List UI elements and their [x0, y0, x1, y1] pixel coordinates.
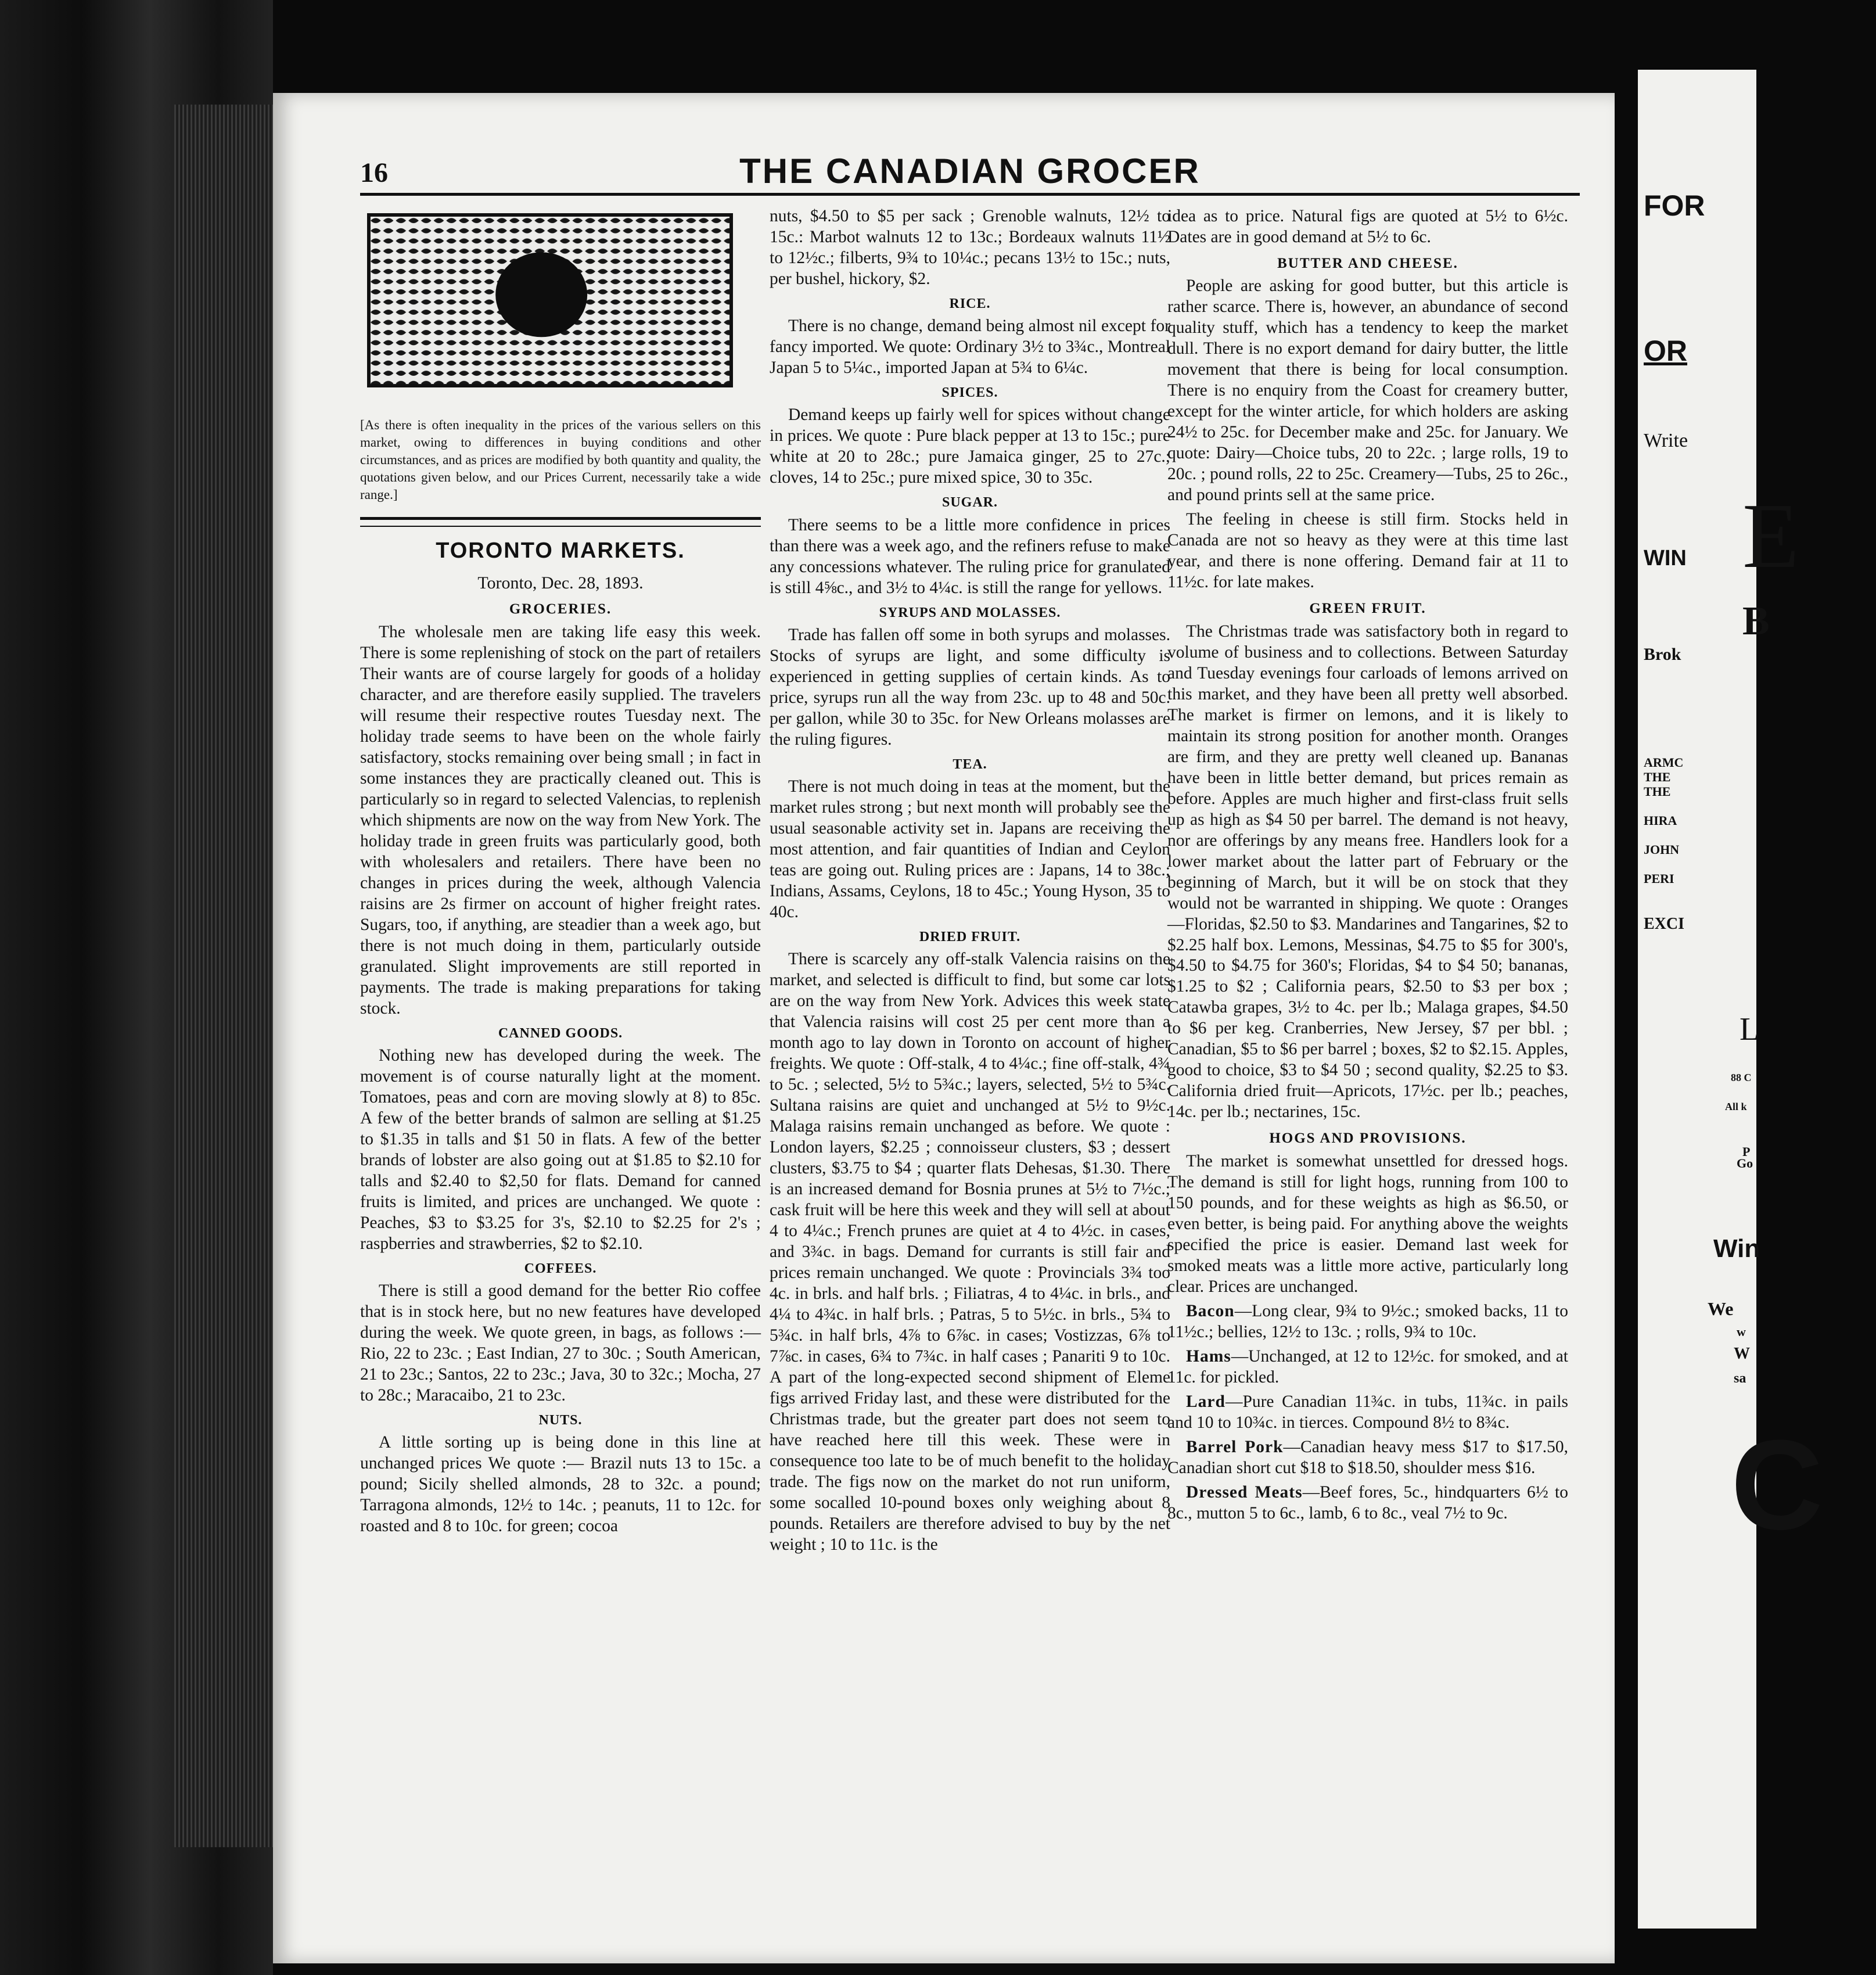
decorative-engraving — [367, 213, 733, 387]
hams-text: —Unchanged, at 12 to 12½c. for smoked, and at 11c. for pickled. — [1167, 1346, 1568, 1387]
facing-text: P — [1742, 1144, 1751, 1159]
subhead-hogs-provisions: HOGS AND PROVISIONS. — [1269, 1130, 1467, 1147]
article-hogs-provisions: The market is somewhat unsettled for dressed hogs. The demand is still for light hogs, running from 100 to 150 pounds, and for these weights as high as $6.50, or even better, is being paid. For anything above the weights specified the price is easier. Demand last week for smoked meats was a little more active, particularly long clear. Prices are unchanged. — [1167, 1151, 1568, 1296]
facing-text: Brok — [1644, 645, 1681, 664]
facing-text: 88 C — [1731, 1072, 1752, 1083]
facing-text: W — [1734, 1345, 1750, 1363]
section-title: TORONTO MARKETS. — [436, 538, 685, 563]
facing-text: EXCI — [1644, 915, 1685, 933]
facing-text: L — [1740, 1011, 1760, 1047]
facing-text: PERI — [1644, 871, 1674, 886]
page-number: 16 — [360, 157, 388, 188]
facing-text: We — [1708, 1298, 1734, 1319]
facing-text: Go — [1737, 1156, 1753, 1170]
facing-text: sa — [1734, 1371, 1746, 1386]
article-dressed-meats — [1167, 1482, 1568, 1524]
facing-text: THE — [1644, 784, 1671, 799]
facing-text: E — [1742, 484, 1799, 587]
price-disclaimer-note: [As there is often inequality in the prices of the various sellers on this market, owing to differences in buying conditions and other circumstances, and as prices are modified by both quantity and quality, the quotations given below, and our Prices Current, necessarily take a wide range.] — [360, 417, 761, 502]
article-canned-goods: Nothing new has developed during the week. The movement is of course naturally light at the moment. Tomatoes, peas and corn are moving slowly at 8) to 85c. A few of the better brands of salmon are selling at $1.25 to $1.35 in talls and $1 50 in flats. A few of the better brands of lobster are also going out at $1.85 to $2.10 for talls and $2.40 to $2,50 for flats. Demand for canned fruits is limited, and prices are unchanged. We quote : Peaches, $3 to $3.25 for 3's, $2.10 to $2.25 for 2's ; raspberries and strawberries, $2 to $2.10. — [360, 1046, 761, 1253]
subhead-coffees: COFFEES. — [524, 1261, 597, 1276]
article-butter: People are asking for good butter, but this article is rather scarce. There is, however, an abundance of second quality stuff, which has a tendency to keep the market dull. There is no export demand for dairy butter, the little movement that there is being for local consumption. There is no enquiry from the Coast for creamery butter, except for the winter article, for which holders are asking 24½ to 25c. for December make and 25c. for January. We quote: Dairy—Choice tubs, 20 to 22c. ; large rolls, 19 to 20c. ; pound rolls, 22 to 25c. Creamery—Tubs, 25 to 26c., and pound prints sell at the same price. — [1167, 276, 1568, 505]
article-nuts: A little sorting up is being done in this line at unchanged prices We quote :— Brazil nuts 13 to 15c. a pound; Sicily shelled almonds, 28 to 32c. a pound; Tarragona almonds, 12½ to 14c. ; peanuts, 11 to 12c. for roasted and 8 to 10c. for green; cocoa — [360, 1433, 761, 1536]
masthead-title: THE CANADIAN GROCER — [739, 152, 1201, 191]
pork-text: —Canadian heavy mess $17 to $17.50, Canadian short cut $18 to $18.50, shoulder mess $16. — [1167, 1437, 1568, 1477]
article-dried-fruit-continued: idea as to price. Natural figs are quoted at 5½ to 6½c. Dates are in good demand at 5½ to 6c. — [1167, 207, 1568, 246]
article-lard — [1167, 1392, 1568, 1434]
article-sugar: There seems to be a little more confidence in prices than there was a week ago, and the refiners refuse to make any concessions whatever. The ruling price for granulated is still 4⅝c., and 3½ to 4¼c. is still the range for yellows. — [770, 515, 1170, 597]
dateline: Toronto, Dec. 28, 1893. — [477, 573, 644, 592]
subhead-nuts: NUTS. — [538, 1412, 583, 1428]
page-edges — [174, 105, 273, 1847]
article-syrups-molasses: Trade has fallen off some in both syrups and molasses. Stocks of syrups are light, and some difficulty is experienced in getting supplies of certain kinds. As to price, syrups run all the way from 23c. up to 48 and 50c. per gallon, while 30 to 35c. for New Orleans molasses are the ruling figures. — [770, 625, 1170, 749]
facing-text: JOHN — [1644, 842, 1680, 857]
runin-lard: Lard — [1186, 1392, 1225, 1411]
facing-text: w — [1737, 1324, 1746, 1339]
subhead-tea: TEA. — [953, 756, 987, 772]
lard-text: —Pure Canadian 11¾c. in tubs, 11¾c. in pails and 10 to 10¾c. in tierces. Compound 8½ to 8¾c. — [1167, 1392, 1568, 1432]
bacon-text: —Long clear, 9¾ to 9½c.; smoked backs, 11 to 11½c.; bellies, 12½ to 13c. ; rolls, 9¾ to 10c. — [1167, 1301, 1568, 1341]
facing-text: Win — [1713, 1234, 1760, 1263]
subhead-spices: SPICES. — [941, 385, 998, 401]
article-bacon — [1167, 1301, 1568, 1343]
runin-barrel-pork: Barrel Pork — [1186, 1437, 1284, 1456]
facing-text: THE — [1644, 770, 1671, 784]
article-rice: There is no change, demand being almost nil except for fancy imported. We quote: Ordinary 3½ to 3¾c., Montreal Japan 5 to 5¼c., imported Japan at 5¾ to 6¼c. — [770, 317, 1170, 378]
facing-text: HIRA — [1644, 813, 1677, 828]
header-rule — [360, 193, 1580, 196]
facing-text: OR — [1644, 335, 1687, 367]
column-2 — [770, 206, 1170, 1559]
column-3 — [1167, 206, 1568, 1528]
facing-text: ARMC — [1644, 755, 1684, 770]
article-cheese: The feeling in cheese is still firm. Stocks held in Canada are not so heavy as they were at this time last year, and there is none offering. Demand fair at 11 to 11½c. for late makes. — [1167, 510, 1568, 592]
runin-hams: Hams — [1186, 1346, 1231, 1366]
facing-text: All k — [1725, 1101, 1747, 1112]
meats-text: —Beef fores, 5c., hindquarters 6½ to 8c., mutton 5 to 6c., lamb, 6 to 8c., veal 7½ to 9c. — [1167, 1482, 1568, 1522]
facing-text: B — [1742, 599, 1770, 644]
subhead-dried-fruit: DRIED FRUIT. — [919, 929, 1021, 945]
subhead-syrups-molasses: SYRUPS AND MOLASSES. — [879, 605, 1061, 620]
runin-dressed-meats: Dressed Meats — [1186, 1482, 1303, 1502]
subhead-groceries: GROCERIES. — [509, 601, 612, 617]
facing-text: FOR — [1644, 189, 1705, 222]
facing-text: Write — [1644, 430, 1688, 451]
subhead-canned-goods: CANNED GOODS. — [498, 1025, 623, 1041]
newspaper-page — [273, 93, 1615, 1963]
article-dried-fruit: There is scarcely any off-stalk Valencia raisins on the market, and selected is difficult to find, but some car lots are on the way from New York. Advices this week state that Valencia raisins will cost 25 per cent more than a month ago to lay down in Toronto on account of higher freights. We quote : Off-stalk, 4 to 4¼c.; fine off-stalk, 4¾ to 5c. ; selected, 5½ to 5¾c.; layers, selected, 5½ to 5¾c. Sultana raisins are quiet and unchanged at 5½ to 9½c. Malaga raisins remain unchanged as before. We quote : London layers, $2.25 ; connoisseur clusters, $3 ; dessert clusters, $3.75 to $4 ; quarter flats Dehesas, $1.30. There is an increased demand for Bosnia prunes at 5½ to 7½c.; cask fruit will be here this week and they will sell at about 4 to 4¼c.; French prunes are quiet at 4 to 4½c. in cases, and 3¾c. in bags. Demand for currants is still fair and prices remain unchanged. We quote : Provincials 3¾ too 4c. in brls. and half brls. ; Filiatras, 4 to 4¼c. in brls., and 4¼ to 4¾c. in half brls. ; Patras, 5 to 5½c. in brls., 5¾ to 5¾c. in half brls, 4⅞ to 6⅞c. in cases; Vostizzas, 6⅞ to 7⅞c. in cases, 6¾ to 7¾c. in half cases ; Panariti 9 to 10c. A part of the long-expected second shipment of Eleme figs arrived Friday last, and these were distributed for the Christmas trade, but the greater part does not seem to have reached here till this week. These were in consequence too late to be of much benefit to the holiday trade. The figs now on the market do not run uniform, some socalled 10-pound boxes only weighing about 8 pounds. Retailers are therefore advised to buy by the net weight ; 10 to 11c. is the — [770, 950, 1170, 1554]
facing-text: WIN — [1644, 546, 1687, 570]
subhead-rice: RICE. — [949, 296, 991, 311]
page-header — [360, 145, 1580, 209]
article-barrel-pork — [1167, 1437, 1568, 1479]
article-green-fruit: The Christmas trade was satisfactory both in regard to volume of business and to collections. Between Saturday and Tuesday evenings four carloads of lemons arrived on this market, and they have been all pretty well absorbed. The market is firmer on lemons, and it is likely to maintain its strong position for another month. Oranges are firm, and they are pretty well cleaned up. Bananas have been in little better demand, but prices remain as before. Apples are much higher and first-class fruit sells up as high as $4 50 per barrel. The demand is not heavy, nor are offerings by any means free. Handlers look for a lower market about the latter part of February or the beginning of March, but it will be on stock that they would not be warranted in shipping. We quote : Oranges—Floridas, $2.50 to $3. Mandarines and Tangarines, $2 to $2.25 half box. Lemons, Messinas, $4.75 to $5 for 300's, $4.50 to $4.75 for 360's; Floridas, $4 to $4 50; bananas, $1.25 to $2 ; California pears, $2.50 to $3 per box ; Catawba grapes, 3½ to 4c. per lb.; Malaga grapes, $4.50 to $6 per keg. Cranberries, New Jersey, $7 per bbl. ; Canadian, $5 to $6 per barrel ; boxes, $2 to $2.15. Apples, good to choice, $3 to $4 50 ; second quality, $2.25 to $3. California dried fruit—Apricots, 17½c. per lb.; peaches, 14c. per lb.; nectarines, 15c. — [1167, 622, 1568, 1122]
section-rule — [360, 517, 761, 527]
facing-text: C — [1731, 1413, 1823, 1556]
article-spices: Demand keeps up fairly well for spices without change in prices. We quote : Pure black pepper at 13 to 15c.; pure white at 20 to 28c.; pure Jamaica ginger, 25 to 27c.; cloves, 14 to 25c.; pure mixed spice, 30 to 35c. — [770, 405, 1170, 487]
subhead-butter-cheese: BUTTER AND CHEESE. — [1277, 255, 1458, 271]
article-tea: There is not much doing in teas at the moment, but the market rules strong ; but next month will probably see the usual seasonable activity set in. Japans are receiving the most attention, and fair quantities of Indian and Ceylon teas are going out. Ruling prices are : Japans, 14 to 38c.; Indians, Assams, Ceylons, 18 to 45c.; Young Hyson, 35 to 40c. — [770, 777, 1170, 921]
subhead-sugar: SUGAR. — [941, 495, 998, 511]
article-nuts-continued: nuts, $4.50 to $5 per sack ; Grenoble walnuts, 12½ to 15c.: Marbot walnuts 12 to 13c.; Bordeaux walnuts 11½ to 12½c.; filberts, 9¾ to 10¼c.; pecans 13½ to 15c.; nuts, per bushel, hickory, $2. — [770, 207, 1170, 288]
article-coffees: There is still a good demand for the better Rio coffee that is in stock here, but no new features have developed during the week. We quote green, in bags, as follows :—Rio, 22 to 23c. ; East Indian, 27 to 30c. ; South American, 21 to 23c.; Santos, 22 to 23c.; Java, 30 to 32c.; Mocha, 27 to 28c.; Maracaibo, 21 to 23c. — [360, 1281, 761, 1405]
article-hams — [1167, 1346, 1568, 1388]
facing-page — [1638, 70, 1823, 1929]
subhead-green-fruit: GREEN FRUIT. — [1309, 601, 1426, 617]
runin-bacon: Bacon — [1186, 1301, 1235, 1320]
article-groceries: The wholesale men are taking life easy this week. There is some replenishing of stock on the part of retailers Their wants are of course largely for goods of a holiday character, and are therefore easily supplied. The travelers will resume their respective routes Tuesday next. The holiday trade seems to have been on the whole fairly satisfactory, stocks remaining over being small ; in fact in some instances they are practically cleaned out. This is particularly so in regard to selected Valencias, to replenish which shipments are now on the way from New York. The holiday trade in green fruits was particularly good, both with wholesalers and retailers. There have been no changes in prices during the week, although Valencia raisins are 2s firmer on account of higher freight rates. Sugars, too, if anything, are steadier than a week ago, but there is not much doing in them, particularly outside granulated. Slight improvements are still reported in payments. The trade is making preparations for taking stock. — [360, 622, 761, 1018]
column-1 — [360, 206, 761, 1541]
